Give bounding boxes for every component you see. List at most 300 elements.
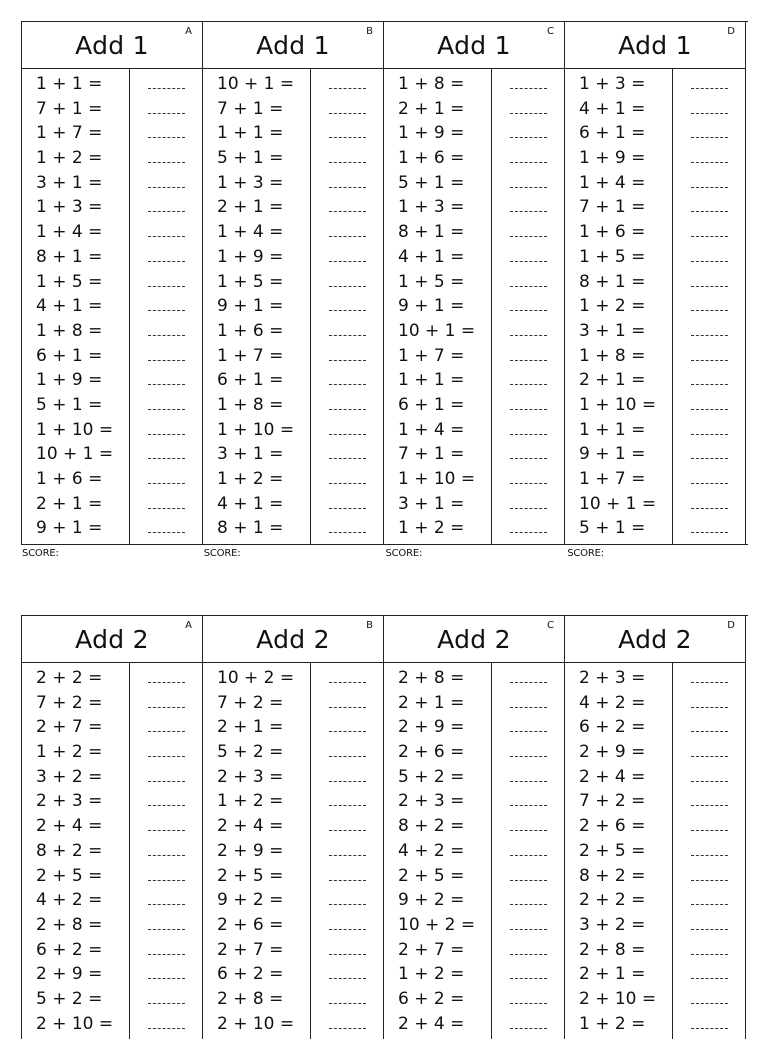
answer-blank[interactable] [492, 146, 564, 171]
problem: 4 + 2 = [579, 692, 646, 713]
column-title: Add 1 [256, 30, 330, 60]
column-letter: C [547, 620, 554, 631]
problem: 1 + 7 = [217, 345, 284, 366]
answer-blank[interactable] [311, 666, 383, 691]
problem: 2 + 5 = [579, 840, 646, 861]
problem: 5 + 2 = [217, 742, 284, 763]
problem: 8 + 2 = [398, 816, 465, 837]
problem: 2 + 7 = [398, 939, 465, 960]
answer-blank[interactable] [673, 146, 745, 171]
worksheet-grid [21, 21, 748, 545]
answer-blank[interactable] [311, 765, 383, 790]
problem: 4 + 1 = [398, 246, 465, 267]
problem: 8 + 1 = [579, 271, 646, 292]
problem: 4 + 2 = [36, 890, 103, 911]
answer-blank[interactable] [130, 121, 202, 146]
column-title: Add 1 [75, 30, 149, 60]
problem: 1 + 9 = [217, 246, 284, 267]
answer-blank[interactable] [673, 864, 745, 889]
problem: 1 + 3 = [36, 197, 103, 218]
problem: 2 + 2 = [36, 668, 103, 688]
answer-blank[interactable] [492, 691, 564, 716]
problem: 4 + 1 = [579, 98, 646, 119]
answer-blank[interactable] [311, 839, 383, 864]
problem: 2 + 5 = [217, 865, 284, 886]
answer-blank[interactable] [130, 72, 202, 97]
problem: 3 + 2 = [36, 766, 103, 787]
problem: 1 + 10 = [579, 394, 657, 415]
answer-blank[interactable] [130, 987, 202, 1012]
answer-blank[interactable] [130, 220, 202, 245]
problem: 1 + 2 = [579, 296, 646, 317]
problem: 10 + 1 = [398, 320, 476, 341]
answer-blank[interactable] [311, 146, 383, 171]
problem: 3 + 1 = [579, 320, 646, 341]
problem: 1 + 5 = [217, 271, 284, 292]
column-header [22, 616, 202, 663]
problem: 9 + 1 = [36, 518, 103, 539]
answer-blank[interactable] [673, 467, 745, 492]
problem: 1 + 10 = [398, 469, 476, 489]
problem: 1 + 1 = [36, 74, 103, 94]
problem: 7 + 2 = [579, 791, 646, 812]
answer-blank[interactable] [492, 888, 564, 913]
answer-blank[interactable] [130, 666, 202, 691]
answer-blank[interactable] [130, 270, 202, 295]
problem: 6 + 2 = [398, 988, 465, 1009]
answer-blank[interactable] [492, 195, 564, 220]
problem: 1 + 10 = [36, 419, 114, 440]
problem: 1 + 2 = [217, 469, 284, 489]
problem: 9 + 2 = [398, 890, 465, 911]
answer-blank[interactable] [311, 492, 383, 517]
problem: 2 + 3 = [36, 791, 103, 812]
problem: 2 + 1 = [579, 370, 646, 391]
problem: 1 + 8 = [217, 394, 284, 415]
answer-blank[interactable] [673, 715, 745, 740]
answer-blank[interactable] [492, 344, 564, 369]
problem: 1 + 7 = [36, 123, 103, 144]
problem: 3 + 2 = [579, 914, 646, 935]
answer-blank[interactable] [673, 121, 745, 146]
answer-list [492, 663, 564, 1039]
problem-list [22, 663, 130, 1039]
problem: 1 + 1 = [398, 370, 465, 391]
problem: 10 + 1 = [36, 444, 114, 465]
answer-blank[interactable] [130, 368, 202, 393]
problem: 5 + 2 = [398, 766, 465, 787]
column-title: Add 2 [75, 624, 149, 654]
answer-blank[interactable] [130, 715, 202, 740]
problem: 1 + 4 = [398, 419, 465, 440]
problem: 1 + 2 = [36, 742, 103, 763]
score-label: SCORE: [567, 548, 604, 560]
answer-blank[interactable] [673, 368, 745, 393]
problem: 10 + 1 = [579, 493, 657, 514]
answer-blank[interactable] [673, 442, 745, 467]
answer-blank[interactable] [130, 319, 202, 344]
problem: 1 + 3 = [398, 197, 465, 218]
problem: 6 + 1 = [579, 123, 646, 144]
answer-blank[interactable] [311, 393, 383, 418]
answer-blank[interactable] [492, 839, 564, 864]
problem: 2 + 1 = [36, 493, 103, 514]
answer-blank[interactable] [311, 516, 383, 541]
answer-blank[interactable] [492, 442, 564, 467]
answer-list [130, 69, 202, 544]
problem: 2 + 1 = [217, 717, 284, 738]
score-label: SCORE: [385, 548, 423, 560]
problem: 9 + 1 = [398, 296, 465, 317]
answer-blank[interactable] [673, 962, 745, 987]
answer-blank[interactable] [492, 666, 564, 691]
answer-list [492, 69, 564, 544]
answer-blank[interactable] [673, 492, 745, 517]
column-title: Add 1 [618, 30, 692, 60]
answer-blank[interactable] [130, 171, 202, 196]
answer-blank[interactable] [130, 418, 202, 443]
answer-blank[interactable] [492, 987, 564, 1012]
answer-blank[interactable] [673, 319, 745, 344]
answer-blank[interactable] [673, 245, 745, 270]
answer-blank[interactable] [673, 691, 745, 716]
answer-blank[interactable] [311, 220, 383, 245]
answer-blank[interactable] [311, 864, 383, 889]
answer-blank[interactable] [130, 789, 202, 814]
answer-blank[interactable] [130, 962, 202, 987]
problem: 1 + 7 = [579, 469, 646, 489]
answer-blank[interactable] [130, 467, 202, 492]
problem: 8 + 1 = [217, 518, 284, 539]
answer-blank[interactable] [492, 418, 564, 443]
answer-blank[interactable] [130, 442, 202, 467]
problem: 1 + 3 = [217, 172, 284, 193]
problem: 2 + 10 = [36, 1013, 114, 1034]
answer-blank[interactable] [130, 195, 202, 220]
answer-blank[interactable] [130, 344, 202, 369]
column-header [565, 616, 745, 663]
answer-blank[interactable] [673, 195, 745, 220]
answer-blank[interactable] [311, 97, 383, 122]
column-letter: A [185, 26, 192, 37]
problem: 5 + 1 = [36, 394, 103, 415]
problem: 2 + 4 = [398, 1013, 465, 1034]
problem: 9 + 2 = [217, 890, 284, 911]
problem: 2 + 3 = [217, 766, 284, 787]
problem: 1 + 4 = [579, 172, 646, 193]
problem: 1 + 8 = [398, 74, 465, 94]
answer-blank[interactable] [492, 715, 564, 740]
problem: 7 + 1 = [579, 197, 646, 218]
problem: 6 + 1 = [36, 345, 103, 366]
answer-blank[interactable] [311, 245, 383, 270]
problem: 9 + 1 = [217, 296, 284, 317]
problem-list [22, 69, 130, 544]
answer-blank[interactable] [130, 294, 202, 319]
problem: 2 + 10 = [217, 1013, 295, 1034]
problem: 3 + 1 = [217, 444, 284, 465]
worksheet-column [203, 616, 384, 1039]
answer-blank[interactable] [311, 121, 383, 146]
answer-list [130, 663, 202, 1039]
answer-blank[interactable] [311, 344, 383, 369]
answer-blank[interactable] [492, 319, 564, 344]
answer-blank[interactable] [492, 368, 564, 393]
answer-blank[interactable] [673, 888, 745, 913]
problem: 5 + 1 = [217, 148, 284, 169]
problem: 1 + 5 = [36, 271, 103, 292]
answer-blank[interactable] [492, 97, 564, 122]
worksheet-column [565, 22, 746, 544]
answer-blank[interactable] [311, 195, 383, 220]
answer-blank[interactable] [130, 691, 202, 716]
problem: 4 + 1 = [36, 296, 103, 317]
problem: 1 + 2 = [36, 148, 103, 169]
worksheet-grid [21, 615, 748, 1039]
answer-blank[interactable] [492, 121, 564, 146]
column-header [203, 22, 383, 69]
score-row [21, 548, 748, 562]
answer-blank[interactable] [673, 516, 745, 541]
problem: 2 + 9 = [36, 964, 103, 985]
problem: 2 + 1 = [217, 197, 284, 218]
answer-blank[interactable] [492, 864, 564, 889]
problem: 1 + 1 = [217, 123, 284, 144]
problem: 7 + 1 = [398, 444, 465, 465]
worksheet-add-2 [21, 615, 748, 1039]
problem: 3 + 1 = [36, 172, 103, 193]
answer-blank[interactable] [311, 418, 383, 443]
answer-list [311, 69, 383, 544]
answer-blank[interactable] [311, 962, 383, 987]
column-title: Add 2 [618, 624, 692, 654]
problem: 1 + 4 = [36, 222, 103, 243]
problem: 2 + 4 = [217, 816, 284, 837]
answer-blank[interactable] [673, 294, 745, 319]
problem: 10 + 2 = [217, 668, 295, 688]
problem: 2 + 8 = [217, 988, 284, 1009]
answer-blank[interactable] [673, 393, 745, 418]
answer-blank[interactable] [673, 765, 745, 790]
problem: 1 + 5 = [398, 271, 465, 292]
answer-blank[interactable] [130, 938, 202, 963]
answer-blank[interactable] [130, 245, 202, 270]
problem: 2 + 5 = [36, 865, 103, 886]
answer-blank[interactable] [492, 393, 564, 418]
answer-blank[interactable] [130, 839, 202, 864]
problem: 4 + 2 = [398, 840, 465, 861]
problem: 7 + 1 = [36, 98, 103, 119]
answer-blank[interactable] [492, 913, 564, 938]
problem: 1 + 5 = [579, 246, 646, 267]
answer-list [311, 663, 383, 1039]
answer-blank[interactable] [311, 740, 383, 765]
answer-blank[interactable] [492, 740, 564, 765]
problem: 2 + 3 = [579, 668, 646, 688]
problem: 5 + 1 = [579, 518, 646, 539]
answer-blank[interactable] [673, 72, 745, 97]
problem: 2 + 9 = [398, 717, 465, 738]
answer-blank[interactable] [311, 368, 383, 393]
problem: 1 + 9 = [398, 123, 465, 144]
answer-blank[interactable] [130, 393, 202, 418]
column-letter: B [366, 620, 373, 631]
answer-blank[interactable] [673, 418, 745, 443]
answer-blank[interactable] [492, 938, 564, 963]
problem: 6 + 1 = [398, 394, 465, 415]
problem: 1 + 2 = [217, 791, 284, 812]
problem: 2 + 6 = [579, 816, 646, 837]
problem: 6 + 1 = [217, 370, 284, 391]
answer-blank[interactable] [130, 97, 202, 122]
answer-blank[interactable] [492, 516, 564, 541]
problem: 10 + 1 = [217, 74, 295, 94]
column-header [384, 616, 564, 663]
column-letter: D [727, 26, 735, 37]
answer-blank[interactable] [673, 987, 745, 1012]
problem: 2 + 3 = [398, 791, 465, 812]
answer-blank[interactable] [673, 789, 745, 814]
column-title: Add 1 [437, 30, 511, 60]
answer-blank[interactable] [311, 913, 383, 938]
problem: 8 + 1 = [36, 246, 103, 267]
answer-blank[interactable] [311, 888, 383, 913]
answer-blank[interactable] [311, 467, 383, 492]
answer-blank[interactable] [492, 220, 564, 245]
problem: 1 + 6 = [217, 320, 284, 341]
problem-list [384, 69, 492, 544]
answer-list [673, 663, 745, 1039]
answer-blank[interactable] [492, 467, 564, 492]
answer-blank[interactable] [130, 814, 202, 839]
answer-blank[interactable] [130, 516, 202, 541]
problem: 1 + 3 = [579, 74, 646, 94]
answer-blank[interactable] [673, 913, 745, 938]
answer-blank[interactable] [130, 146, 202, 171]
answer-blank[interactable] [492, 492, 564, 517]
problem: 2 + 4 = [579, 766, 646, 787]
problem: 4 + 1 = [217, 493, 284, 514]
column-letter: C [547, 26, 554, 37]
answer-blank[interactable] [492, 294, 564, 319]
problem-list [203, 69, 311, 544]
problem-list [565, 663, 673, 1039]
problem: 2 + 1 = [579, 964, 646, 985]
answer-blank[interactable] [311, 171, 383, 196]
answer-blank[interactable] [311, 691, 383, 716]
problem: 2 + 6 = [398, 742, 465, 763]
answer-blank[interactable] [673, 740, 745, 765]
answer-blank[interactable] [673, 938, 745, 963]
answer-blank[interactable] [673, 171, 745, 196]
problem: 7 + 1 = [217, 98, 284, 119]
problem: 6 + 2 = [36, 939, 103, 960]
column-title: Add 2 [437, 624, 511, 654]
answer-blank[interactable] [130, 492, 202, 517]
score-label: SCORE: [203, 548, 241, 560]
answer-blank[interactable] [492, 245, 564, 270]
problem: 2 + 10 = [579, 988, 657, 1009]
problem: 10 + 2 = [398, 914, 476, 935]
answer-blank[interactable] [492, 962, 564, 987]
answer-blank[interactable] [311, 814, 383, 839]
problem: 1 + 2 = [398, 964, 465, 985]
problem: 1 + 6 = [36, 469, 103, 489]
problem: 1 + 8 = [36, 320, 103, 341]
problem: 7 + 2 = [36, 692, 103, 713]
worksheet-column [384, 22, 565, 544]
answer-blank[interactable] [130, 740, 202, 765]
problem: 1 + 6 = [398, 148, 465, 169]
answer-blank[interactable] [673, 97, 745, 122]
answer-blank[interactable] [673, 814, 745, 839]
answer-blank[interactable] [673, 220, 745, 245]
problem: 1 + 1 = [579, 419, 646, 440]
problem-list [565, 69, 673, 544]
answer-blank[interactable] [673, 270, 745, 295]
problem-list [384, 663, 492, 1039]
answer-blank[interactable] [492, 814, 564, 839]
problem: 2 + 9 = [579, 742, 646, 763]
answer-blank[interactable] [311, 72, 383, 97]
answer-blank[interactable] [492, 789, 564, 814]
answer-blank[interactable] [311, 294, 383, 319]
answer-blank[interactable] [492, 765, 564, 790]
problem: 1 + 4 = [217, 222, 284, 243]
problem: 2 + 2 = [579, 890, 646, 911]
answer-blank[interactable] [492, 270, 564, 295]
answer-blank[interactable] [311, 789, 383, 814]
score-label: SCORE: [22, 548, 59, 560]
problem: 9 + 1 = [579, 444, 646, 465]
worksheet-column [384, 616, 565, 1039]
answer-blank[interactable] [130, 888, 202, 913]
problem: 2 + 6 = [217, 914, 284, 935]
column-header [22, 22, 202, 69]
answer-blank[interactable] [673, 666, 745, 691]
answer-blank[interactable] [311, 270, 383, 295]
answer-blank[interactable] [311, 715, 383, 740]
problem: 2 + 8 = [398, 668, 465, 688]
problem: 2 + 4 = [36, 816, 103, 837]
problem: 1 + 8 = [579, 345, 646, 366]
answer-blank[interactable] [130, 864, 202, 889]
answer-blank[interactable] [130, 913, 202, 938]
worksheet-column [565, 616, 746, 1039]
problem: 2 + 7 = [217, 939, 284, 960]
problem: 5 + 2 = [36, 988, 103, 1009]
problem: 1 + 6 = [579, 222, 646, 243]
problem: 2 + 1 = [398, 98, 465, 119]
problem: 6 + 2 = [217, 964, 284, 985]
problem: 1 + 2 = [579, 1013, 646, 1034]
answer-blank[interactable] [673, 839, 745, 864]
worksheet-add-1 [21, 21, 748, 562]
answer-blank[interactable] [311, 987, 383, 1012]
answer-blank[interactable] [311, 938, 383, 963]
answer-blank[interactable] [673, 344, 745, 369]
problem: 6 + 2 = [579, 717, 646, 738]
answer-blank[interactable] [130, 765, 202, 790]
answer-blank[interactable] [311, 442, 383, 467]
problem: 3 + 1 = [398, 493, 465, 514]
answer-blank[interactable] [492, 72, 564, 97]
problem: 1 + 7 = [398, 345, 465, 366]
answer-blank[interactable] [492, 171, 564, 196]
problem: 5 + 1 = [398, 172, 465, 193]
problem: 2 + 8 = [579, 939, 646, 960]
answer-blank[interactable] [311, 319, 383, 344]
